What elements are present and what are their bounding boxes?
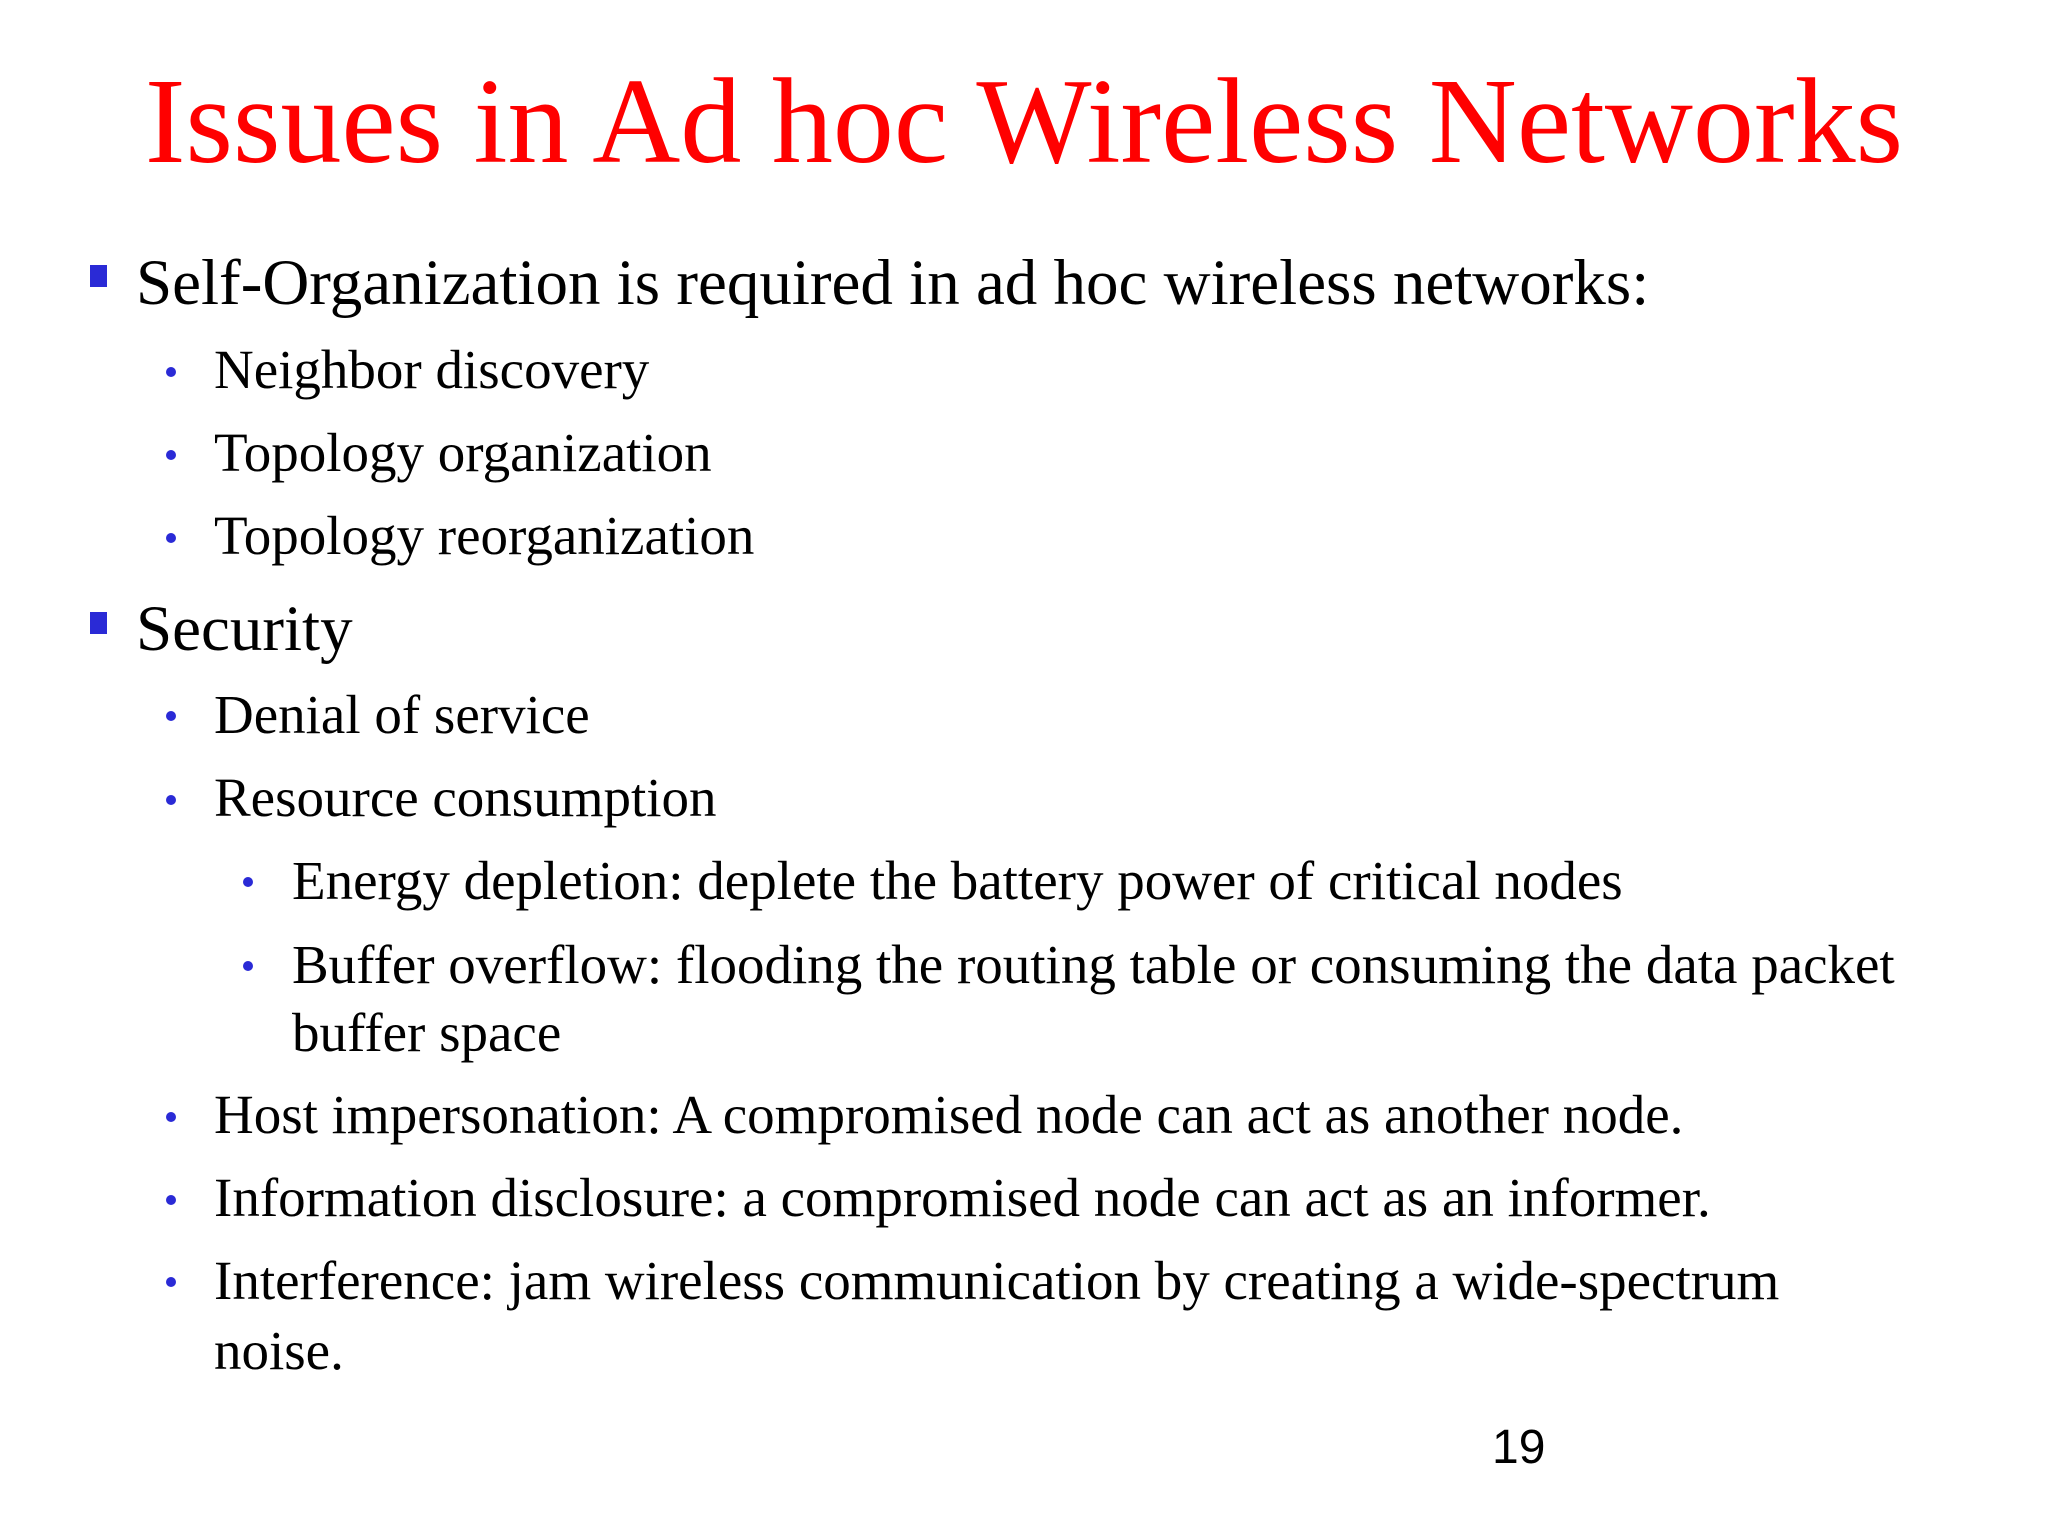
list-item: Information disclosure: a compromised node can act as an informer.	[214, 1167, 1711, 1228]
round-bullet-icon	[166, 795, 176, 805]
round-bullet-icon	[166, 367, 176, 377]
sub-list-item: Energy depletion: deplete the battery power of critical nodes	[292, 850, 1623, 911]
square-bullet-icon	[90, 612, 107, 634]
square-bullet-icon	[90, 265, 107, 287]
list-item: Neighbor discovery	[214, 339, 650, 400]
list-item: Resource consumption	[214, 767, 717, 828]
list-item: Topology organization	[214, 422, 712, 483]
list-item: Host impersonation: A compromised node can act as another node.	[214, 1084, 1684, 1145]
round-bullet-icon	[166, 1195, 176, 1205]
list-item: Interference: jam wireless communication by creating a wide-spectrum	[214, 1250, 1780, 1311]
sub-list-item-continuation: buffer space	[292, 1002, 562, 1063]
section-heading-self-organization: Self-Organization is required in ad hoc wireless networks:	[136, 247, 1650, 319]
round-bullet-icon	[166, 533, 176, 543]
round-bullet-icon	[166, 1112, 176, 1122]
round-bullet-icon	[243, 877, 253, 887]
round-bullet-icon	[166, 450, 176, 460]
slide-title: Issues in Ad hoc Wireless Networks	[144, 54, 1904, 189]
section-heading-security: Security	[136, 593, 353, 665]
list-item: Denial of service	[214, 684, 590, 745]
sub-list-item: Buffer overflow: flooding the routing table or consuming the data packet	[292, 934, 1895, 995]
list-item-continuation: noise.	[214, 1320, 344, 1381]
list-item: Topology reorganization	[214, 505, 755, 566]
round-bullet-icon	[166, 711, 176, 721]
page-number: 19	[1492, 1421, 1546, 1474]
round-bullet-icon	[243, 961, 253, 971]
round-bullet-icon	[166, 1277, 176, 1287]
